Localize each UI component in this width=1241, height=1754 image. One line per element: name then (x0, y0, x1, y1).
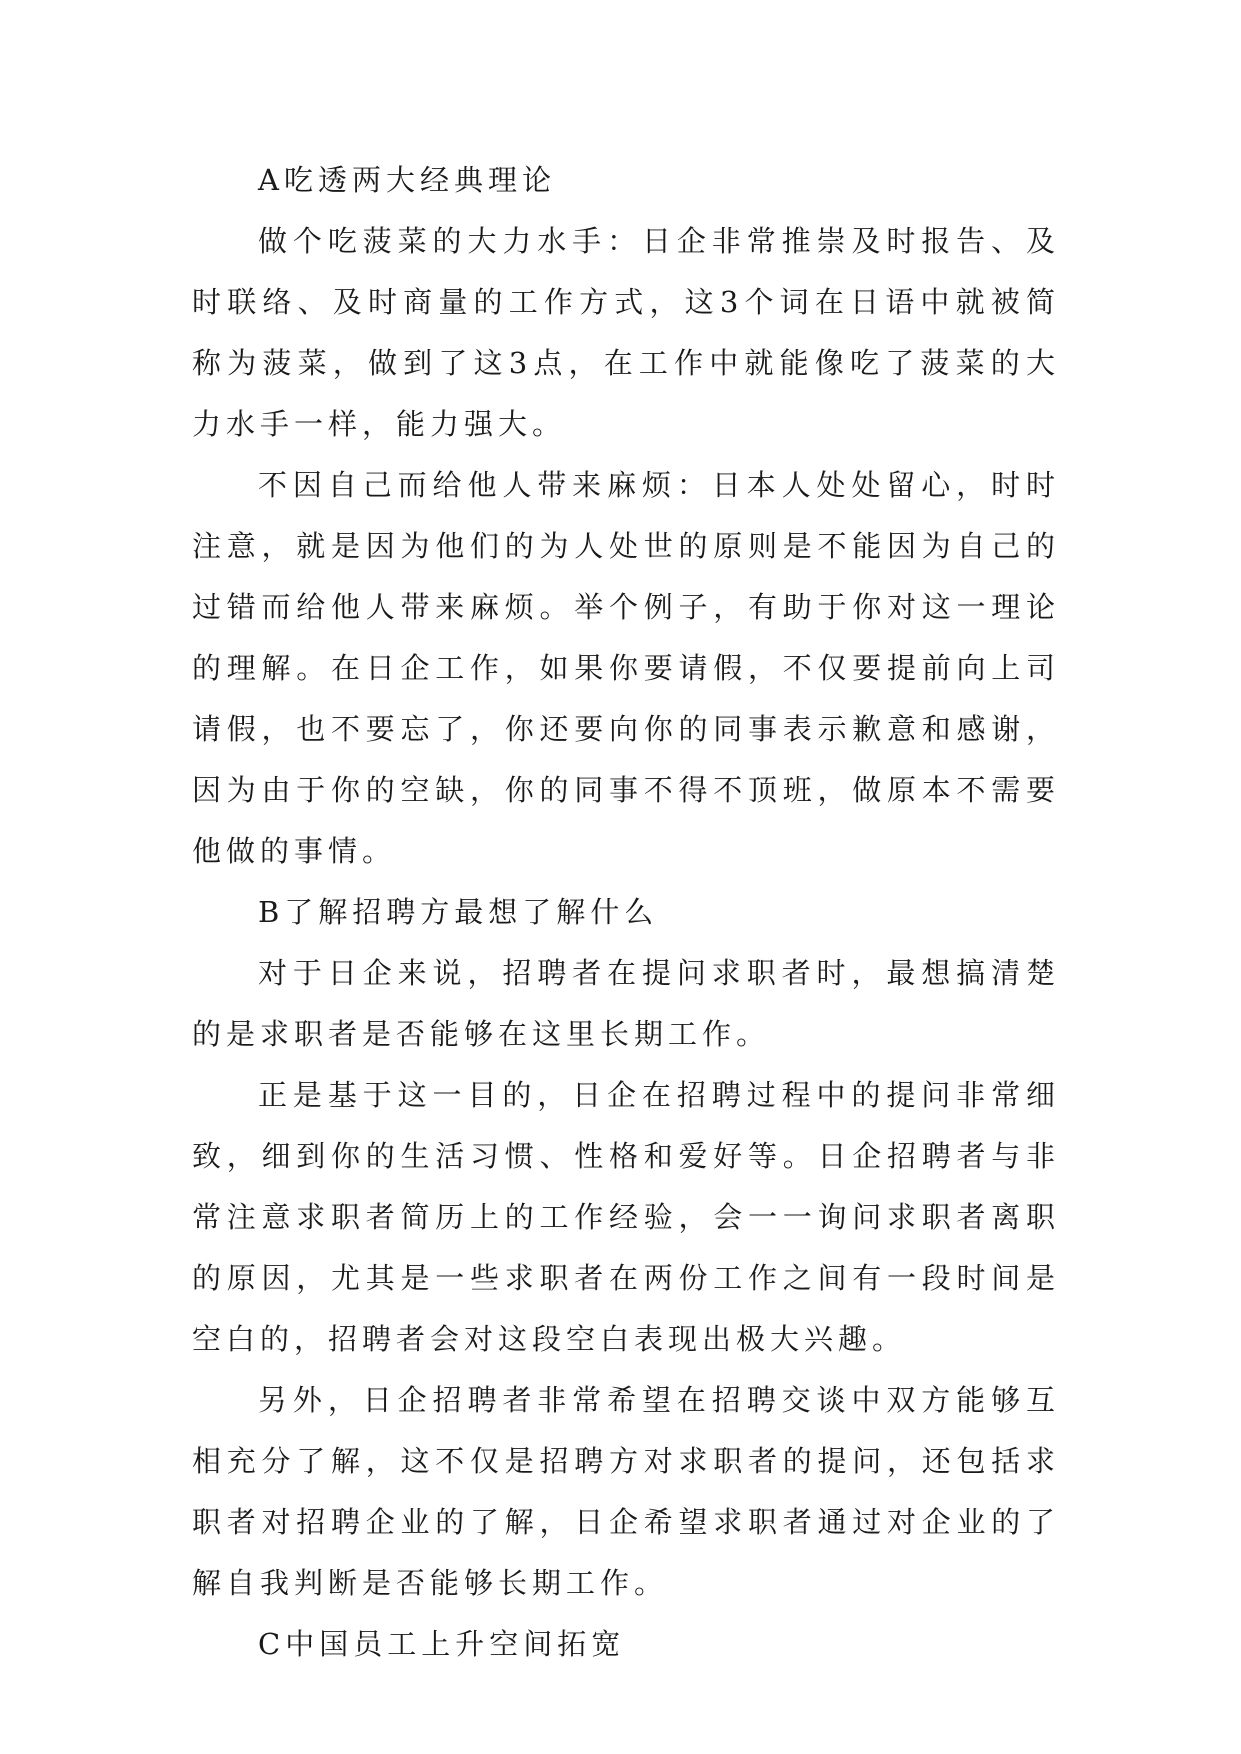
section-heading-c: C中国员工上升空间拓宽 (258, 1627, 626, 1661)
paragraph-mutual-understanding: 另外，日企招聘者非常希望在招聘交谈中双方能够互相充分了解，这不仅是招聘方对求职者的提问，还包括求职者对招聘企业的了解，日企希望求职者通过对企业的了解自我判断是否能够长期工作。 (192, 1383, 1060, 1600)
section-heading-a: A吃透两大经典理论 (258, 163, 556, 197)
paragraph-detailed-questions: 正是基于这一目的，日企在招聘过程中的提问非常细致，细到你的生活习惯、性格和爱好等。日企招聘者与非常注意求职者简历上的工作经验，会一一询问求职者离职的原因，尤其是一些求职者在两份工作之间有一段时间是空白的，招聘者会对这段空白表现出极大兴趣。 (192, 1078, 1060, 1356)
paragraph-no-trouble: 不因自己而给他人带来麻烦：日本人处处留心，时时注意，就是因为他们的为人处世的原则是不能因为自己的过错而给他人带来麻烦。举个例子，有助于你对这一理论的理解。在日企工作，如果你要请假，不仅要提前向上司请假，也不要忘了，你还要向你的同事表示歉意和感谢，因为由于你的空缺，你的同事不得不顶班，做原本不需要他做的事情。 (192, 468, 1060, 868)
paragraph-spinach: 做个吃菠菜的大力水手：日企非常推崇及时报告、及时联络、及时商量的工作方式，这3个词在日语中就被简称为菠菜，做到了这3点，在工作中就能像吃了菠菜的大力水手一样，能力强大。 (192, 224, 1060, 441)
section-heading-b: B了解招聘方最想了解什么 (258, 895, 659, 929)
paragraph-long-term: 对于日企来说，招聘者在提问求职者时，最想搞清楚的是求职者是否能够在这里长期工作。 (192, 956, 1060, 1051)
document-page (192, 150, 1060, 1675)
